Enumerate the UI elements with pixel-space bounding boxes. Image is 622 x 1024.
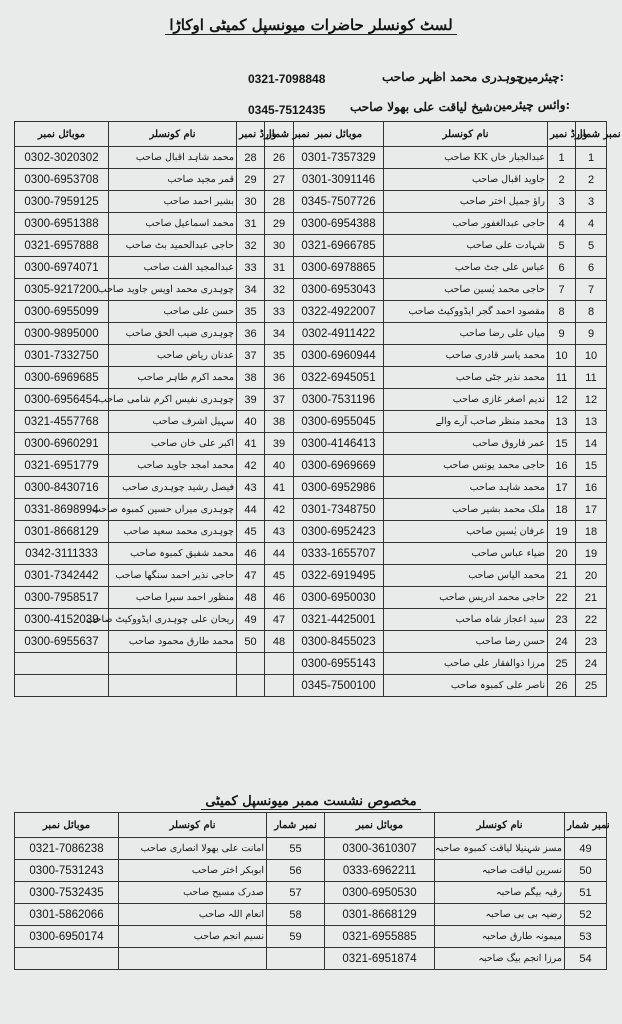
name-cell: ناصر علی کمبوہ صاحب [384, 675, 548, 697]
ward-cell: 49 [237, 609, 265, 631]
serial-cell: 29 [265, 213, 294, 235]
mobile-cell: 0300-6951388 [15, 213, 109, 235]
document-title: لسٹ کونسلر حاضرات میونسپل کمیٹی اوکاڑا [0, 16, 622, 34]
header-councillor-name: نام کونسلر [435, 813, 565, 838]
mobile-cell: 0302-3020302 [15, 147, 109, 169]
ward-cell: 36 [237, 323, 265, 345]
mobile-cell: 0300-6974071 [15, 257, 109, 279]
mobile-cell: 0300-7958517 [15, 587, 109, 609]
serial-cell: 11 [576, 367, 607, 389]
table-row [15, 433, 607, 455]
serial-cell: 18 [576, 521, 607, 543]
ward-cell: 6 [548, 257, 576, 279]
ward-cell: 10 [548, 345, 576, 367]
header-councillor-name: نام کونسلر [119, 813, 267, 838]
header-mobile: موبائل نمبر [15, 813, 119, 838]
table-row [15, 345, 607, 367]
name-cell: نسیم انجم صاحب [119, 926, 267, 948]
name-cell [109, 675, 237, 697]
ward-cell: 19 [548, 521, 576, 543]
ward-cell [237, 653, 265, 675]
table-row [15, 521, 607, 543]
serial-cell: 3 [576, 191, 607, 213]
name-cell: محمد منظر صاحب آرے والے [384, 411, 548, 433]
mobile-cell: 0301-5862066 [15, 904, 119, 926]
header-mobile: موبائل نمبر [15, 122, 109, 147]
table-row [15, 587, 607, 609]
mobile-cell: 0300-6955143 [294, 653, 384, 675]
name-cell: چوہدری میراں حسین کمبوہ صاحب [109, 499, 237, 521]
ward-cell: 42 [237, 455, 265, 477]
name-cell: حاجی عبدالغفور صاحب [384, 213, 548, 235]
table-row [15, 213, 607, 235]
serial-cell: 45 [265, 565, 294, 587]
mobile-cell: 0300-6954388 [294, 213, 384, 235]
ward-cell: 25 [548, 653, 576, 675]
table-row [15, 860, 607, 882]
name-cell: فیصل رشید چوہدری صاحب [109, 477, 237, 499]
ward-cell: 24 [548, 631, 576, 653]
ward-cell: 16 [548, 455, 576, 477]
serial-cell: 22 [576, 609, 607, 631]
serial-cell: 26 [265, 147, 294, 169]
serial-cell: 17 [576, 499, 607, 521]
name-cell: حاجی محمد یونس صاحب [384, 455, 548, 477]
mobile-cell: 0300-7532435 [15, 882, 119, 904]
table-row [15, 653, 607, 675]
mobile-cell: 0300-7531243 [15, 860, 119, 882]
name-cell: چوہدری نفیس اکرم شامی صاحب [109, 389, 237, 411]
table-row [15, 279, 607, 301]
serial-cell: 9 [576, 323, 607, 345]
serial-cell: 39 [265, 433, 294, 455]
ward-cell: 43 [237, 477, 265, 499]
mobile-cell: 0301-8668129 [325, 904, 435, 926]
name-cell: قمر مجید صاحب [109, 169, 237, 191]
name-cell: اکبر علی خان صاحب [109, 433, 237, 455]
serial-cell: 4 [576, 213, 607, 235]
name-cell: چوہدری محمد اویس جاوید صاحب [109, 279, 237, 301]
name-cell: محمد شاہد اقبال صاحب [109, 147, 237, 169]
table-row [15, 301, 607, 323]
header-serial-no: نمبر شمار [565, 813, 607, 838]
mobile-cell: 0321-4425001 [294, 609, 384, 631]
name-cell: عبدالمجید الفت صاحب [109, 257, 237, 279]
mobile-cell [15, 653, 109, 675]
name-cell: حاجی محمد یٰسین صاحب [384, 279, 548, 301]
mobile-cell: 0300-6960291 [15, 433, 109, 455]
mobile-cell: 0300-6960944 [294, 345, 384, 367]
serial-cell: 31 [265, 257, 294, 279]
serial-cell: 58 [267, 904, 325, 926]
vice-chairman-phone: 0345-7512435 [248, 103, 326, 117]
serial-cell: 5 [576, 235, 607, 257]
serial-cell: 36 [265, 367, 294, 389]
mobile-cell: 0300-6950530 [325, 882, 435, 904]
mobile-cell: 0300-6953043 [294, 279, 384, 301]
header-ward-no: وارڈ نمبر [548, 122, 576, 147]
ward-cell: 40 [237, 411, 265, 433]
serial-cell: 53 [565, 926, 607, 948]
mobile-cell: 0302-4911422 [294, 323, 384, 345]
table-row [15, 147, 607, 169]
name-cell: ریحان علی چوہدری ایڈووکیٹ صاحب [109, 609, 237, 631]
mobile-cell: 0345-7507726 [294, 191, 384, 213]
serial-cell: 44 [265, 543, 294, 565]
name-cell: حاجی محمد ادریس صاحب [384, 587, 548, 609]
ward-cell: 32 [237, 235, 265, 257]
mobile-cell: 0321-6951779 [15, 455, 109, 477]
name-cell: عرفان یٰسین صاحب [384, 521, 548, 543]
mobile-cell: 0322-4922007 [294, 301, 384, 323]
serial-cell: 28 [265, 191, 294, 213]
name-cell [109, 653, 237, 675]
name-cell: عدنان ریاض صاحب [109, 345, 237, 367]
serial-cell: 49 [565, 838, 607, 860]
mobile-cell: 0300-6953708 [15, 169, 109, 191]
name-cell: راؤ جمیل اختر صاحب [384, 191, 548, 213]
serial-cell: 47 [265, 609, 294, 631]
name-cell: مرزا ذوالفقار علی صاحب [384, 653, 548, 675]
serial-cell: 16 [576, 477, 607, 499]
ward-cell: 1 [548, 147, 576, 169]
serial-cell: 25 [576, 675, 607, 697]
vice-chairman-label: وائس چیئرمین: [493, 98, 570, 112]
ward-cell: 48 [237, 587, 265, 609]
serial-cell: 21 [576, 587, 607, 609]
serial-cell: 34 [265, 323, 294, 345]
name-cell: ملک محمد بشیر صاحب [384, 499, 548, 521]
serial-cell: 32 [265, 279, 294, 301]
serial-cell: 50 [565, 860, 607, 882]
ward-cell: 15 [548, 433, 576, 455]
table-row [15, 675, 607, 697]
name-cell: میاں علی رضا صاحب [384, 323, 548, 345]
ward-cell: 31 [237, 213, 265, 235]
mobile-cell: 0300-8455023 [294, 631, 384, 653]
name-cell: حاجی نذیر احمد سنگھا صاحب [109, 565, 237, 587]
mobile-cell: 0300-9895000 [15, 323, 109, 345]
name-cell: عبدالجبار خاں KK صاحب [384, 147, 548, 169]
ward-cell: 26 [548, 675, 576, 697]
header-serial-no: نمبر شمار [576, 122, 607, 147]
mobile-cell: 0300-6950030 [294, 587, 384, 609]
serial-cell: 57 [267, 882, 325, 904]
table-row [15, 235, 607, 257]
ward-cell: 4 [548, 213, 576, 235]
ward-cell: 29 [237, 169, 265, 191]
mobile-cell: 0300-6969669 [294, 455, 384, 477]
ward-cell: 12 [548, 389, 576, 411]
name-cell: منظور احمد سپرا صاحب [109, 587, 237, 609]
ward-cell: 41 [237, 433, 265, 455]
mobile-cell: 0321-4557768 [15, 411, 109, 433]
name-cell: محمد یاسر قادری صاحب [384, 345, 548, 367]
serial-cell: 13 [576, 411, 607, 433]
table-row [15, 609, 607, 631]
table-row [15, 926, 607, 948]
mobile-cell: 0300-4152039 [15, 609, 109, 631]
name-cell: نسرین لیاقت صاحبہ [435, 860, 565, 882]
name-cell: انعام اللہ صاحب [119, 904, 267, 926]
name-cell: امانت علی بھولا انصاری صاحب [119, 838, 267, 860]
mobile-cell: 0300-6952986 [294, 477, 384, 499]
serial-cell [265, 675, 294, 697]
name-cell: رقیہ بیگم صاحبہ [435, 882, 565, 904]
serial-cell: 42 [265, 499, 294, 521]
name-cell: شہادت علی صاحب [384, 235, 548, 257]
mobile-cell: 0300-6956454 [15, 389, 109, 411]
ward-cell [237, 675, 265, 697]
table-row [15, 904, 607, 926]
serial-cell: 37 [265, 389, 294, 411]
mobile-cell: 0322-6945051 [294, 367, 384, 389]
ward-cell: 13 [548, 411, 576, 433]
serial-cell: 55 [267, 838, 325, 860]
mobile-cell: 0331-8698994 [15, 499, 109, 521]
name-cell: محمد طارق محمود صاحب [109, 631, 237, 653]
ward-cell: 38 [237, 367, 265, 389]
chairman-label: چیئرمین: [519, 70, 564, 84]
header-ward-no: وارڈ نمبر [237, 122, 265, 147]
name-cell: محمد اسماعیل صاحب [109, 213, 237, 235]
chairman-phone: 0321-7098848 [248, 72, 326, 86]
mobile-cell [15, 675, 109, 697]
mobile-cell: 0301-7342442 [15, 565, 109, 587]
mobile-cell: 0300-6955637 [15, 631, 109, 653]
mobile-cell: 0321-6957888 [15, 235, 109, 257]
chairman-name: چوہدری محمد اظہر صاحب [382, 70, 524, 84]
ward-cell: 5 [548, 235, 576, 257]
table-row [15, 543, 607, 565]
table-row [15, 455, 607, 477]
ward-cell: 22 [548, 587, 576, 609]
reserved-header-row [15, 813, 607, 838]
mobile-cell [15, 948, 119, 970]
header-serial-no: نمبر شمار [265, 122, 294, 147]
mobile-cell: 0301-7357329 [294, 147, 384, 169]
serial-cell: 38 [265, 411, 294, 433]
table-row [15, 389, 607, 411]
serial-cell: 35 [265, 345, 294, 367]
ward-cell: 3 [548, 191, 576, 213]
mobile-cell: 0301-7332750 [15, 345, 109, 367]
ward-cell: 18 [548, 499, 576, 521]
ward-cell: 7 [548, 279, 576, 301]
ward-cell: 23 [548, 609, 576, 631]
ward-cell: 11 [548, 367, 576, 389]
name-cell: مسز شہنیلا لیاقت کمبوہ صاحبہ [435, 838, 565, 860]
ward-cell: 35 [237, 301, 265, 323]
serial-cell: 56 [267, 860, 325, 882]
mobile-cell: 0300-6978865 [294, 257, 384, 279]
ward-cell: 47 [237, 565, 265, 587]
serial-cell: 54 [565, 948, 607, 970]
mobile-cell: 0300-4146413 [294, 433, 384, 455]
serial-cell: 15 [576, 455, 607, 477]
ward-cell: 17 [548, 477, 576, 499]
serial-cell: 51 [565, 882, 607, 904]
mobile-cell: 0300-6952423 [294, 521, 384, 543]
name-cell: عباس علی جٹ صاحب [384, 257, 548, 279]
serial-cell: 30 [265, 235, 294, 257]
name-cell: محمد شاہد صاحب [384, 477, 548, 499]
table-row [15, 499, 607, 521]
table-row [15, 257, 607, 279]
serial-cell: 52 [565, 904, 607, 926]
serial-cell: 8 [576, 301, 607, 323]
table-row [15, 838, 607, 860]
ward-cell: 37 [237, 345, 265, 367]
serial-cell: 6 [576, 257, 607, 279]
mobile-cell: 0300-3610307 [325, 838, 435, 860]
mobile-cell: 0300-6969685 [15, 367, 109, 389]
name-cell: محمد امجد جاوید صاحب [109, 455, 237, 477]
name-cell: محمد اکرم طاہر صاحب [109, 367, 237, 389]
ward-cell: 46 [237, 543, 265, 565]
name-cell: مرزا انجم بیگ صاحبہ [435, 948, 565, 970]
table-row [15, 367, 607, 389]
mobile-cell: 0301-3091146 [294, 169, 384, 191]
header-councillor-name: نام کونسلر [384, 122, 548, 147]
name-cell: محمد الیاس صاحب [384, 565, 548, 587]
serial-cell: 23 [576, 631, 607, 653]
ward-cell: 44 [237, 499, 265, 521]
mobile-cell: 0342-3111333 [15, 543, 109, 565]
table-header-row [15, 122, 607, 147]
ward-cell: 21 [548, 565, 576, 587]
mobile-cell: 0300-7959125 [15, 191, 109, 213]
table-row [15, 323, 607, 345]
serial-cell: 48 [265, 631, 294, 653]
reserved-seats-title: مخصوص نشست ممبر میونسپل کمیٹی [0, 794, 622, 809]
name-cell: حسن رضا صاحب [384, 631, 548, 653]
serial-cell: 1 [576, 147, 607, 169]
table-row [15, 477, 607, 499]
table-row [15, 191, 607, 213]
name-cell: ابوبکر اختر صاحب [119, 860, 267, 882]
ward-cell: 20 [548, 543, 576, 565]
table-row [15, 882, 607, 904]
serial-cell: 27 [265, 169, 294, 191]
mobile-cell: 0333-6962211 [325, 860, 435, 882]
ward-cell: 30 [237, 191, 265, 213]
mobile-cell: 0300-8430716 [15, 477, 109, 499]
table-row [15, 565, 607, 587]
mobile-cell: 0301-7348750 [294, 499, 384, 521]
reserved-seats-table [14, 812, 610, 970]
serial-cell: 46 [265, 587, 294, 609]
header-councillor-name: نام کونسلر [109, 122, 237, 147]
serial-cell: 33 [265, 301, 294, 323]
name-cell: حاجی عبدالحمید بٹ صاحب [109, 235, 237, 257]
header-mobile: موبائل نمبر [325, 813, 435, 838]
mobile-cell: 0321-6966785 [294, 235, 384, 257]
serial-cell [267, 948, 325, 970]
name-cell: چوہدری ضیب الحق صاحب [109, 323, 237, 345]
name-cell: ضیاء عباس صاحب [384, 543, 548, 565]
ward-cell: 34 [237, 279, 265, 301]
name-cell: صدرک مسیح صاحب [119, 882, 267, 904]
serial-cell: 10 [576, 345, 607, 367]
name-cell: بشیر احمد صاحب [109, 191, 237, 213]
table-row [15, 631, 607, 653]
table-row [15, 948, 607, 970]
mobile-cell: 0333-1655707 [294, 543, 384, 565]
ward-cell: 33 [237, 257, 265, 279]
ward-cell: 28 [237, 147, 265, 169]
serial-cell: 43 [265, 521, 294, 543]
mobile-cell: 0321-6955885 [325, 926, 435, 948]
name-cell [119, 948, 267, 970]
serial-cell [265, 653, 294, 675]
serial-cell: 19 [576, 543, 607, 565]
mobile-cell: 0300-7531196 [294, 389, 384, 411]
vice-chairman-name: شیخ لیاقت علی بھولا صاحب [350, 100, 493, 114]
mobile-cell: 0300-6950174 [15, 926, 119, 948]
serial-cell: 2 [576, 169, 607, 191]
header-mobile: موبائل نمبر [294, 122, 384, 147]
ward-cell: 45 [237, 521, 265, 543]
name-cell: حسن علی صاحب [109, 301, 237, 323]
name-cell: چوہدری محمد سعید صاحب [109, 521, 237, 543]
councillor-table [14, 121, 621, 697]
serial-cell: 41 [265, 477, 294, 499]
name-cell: مقصود احمد گجر ایڈووکیٹ صاحب [384, 301, 548, 323]
ward-cell: 2 [548, 169, 576, 191]
ward-cell: 9 [548, 323, 576, 345]
serial-cell: 12 [576, 389, 607, 411]
name-cell: رضیہ بی بی صاحبہ [435, 904, 565, 926]
serial-cell: 14 [576, 433, 607, 455]
name-cell: محمد نذیر جٹی صاحب [384, 367, 548, 389]
serial-cell: 59 [267, 926, 325, 948]
serial-cell: 20 [576, 565, 607, 587]
mobile-cell: 0300-6955045 [294, 411, 384, 433]
name-cell: سید اعجاز شاہ صاحب [384, 609, 548, 631]
name-cell: سہیل اشرف صاحب [109, 411, 237, 433]
mobile-cell: 0322-6919495 [294, 565, 384, 587]
table-row [15, 411, 607, 433]
mobile-cell: 0321-6951874 [325, 948, 435, 970]
mobile-cell: 0300-6955099 [15, 301, 109, 323]
ward-cell: 50 [237, 631, 265, 653]
mobile-cell: 0345-7500100 [294, 675, 384, 697]
name-cell: ندیم اصغر غازی صاحب [384, 389, 548, 411]
ward-cell: 39 [237, 389, 265, 411]
name-cell: عمر فاروق صاحب [384, 433, 548, 455]
mobile-cell: 0301-8668129 [15, 521, 109, 543]
mobile-cell: 0305-9217200 [15, 279, 109, 301]
table-row [15, 169, 607, 191]
serial-cell: 24 [576, 653, 607, 675]
ward-cell: 8 [548, 301, 576, 323]
name-cell: جاوید اقبال صاحب [384, 169, 548, 191]
serial-cell: 7 [576, 279, 607, 301]
mobile-cell: 0321-7086238 [15, 838, 119, 860]
header-serial-no: نمبر شمار [267, 813, 325, 838]
name-cell: محمد شفیق کمبوہ صاحب [109, 543, 237, 565]
name-cell: میمونہ طارق صاحبہ [435, 926, 565, 948]
serial-cell: 40 [265, 455, 294, 477]
